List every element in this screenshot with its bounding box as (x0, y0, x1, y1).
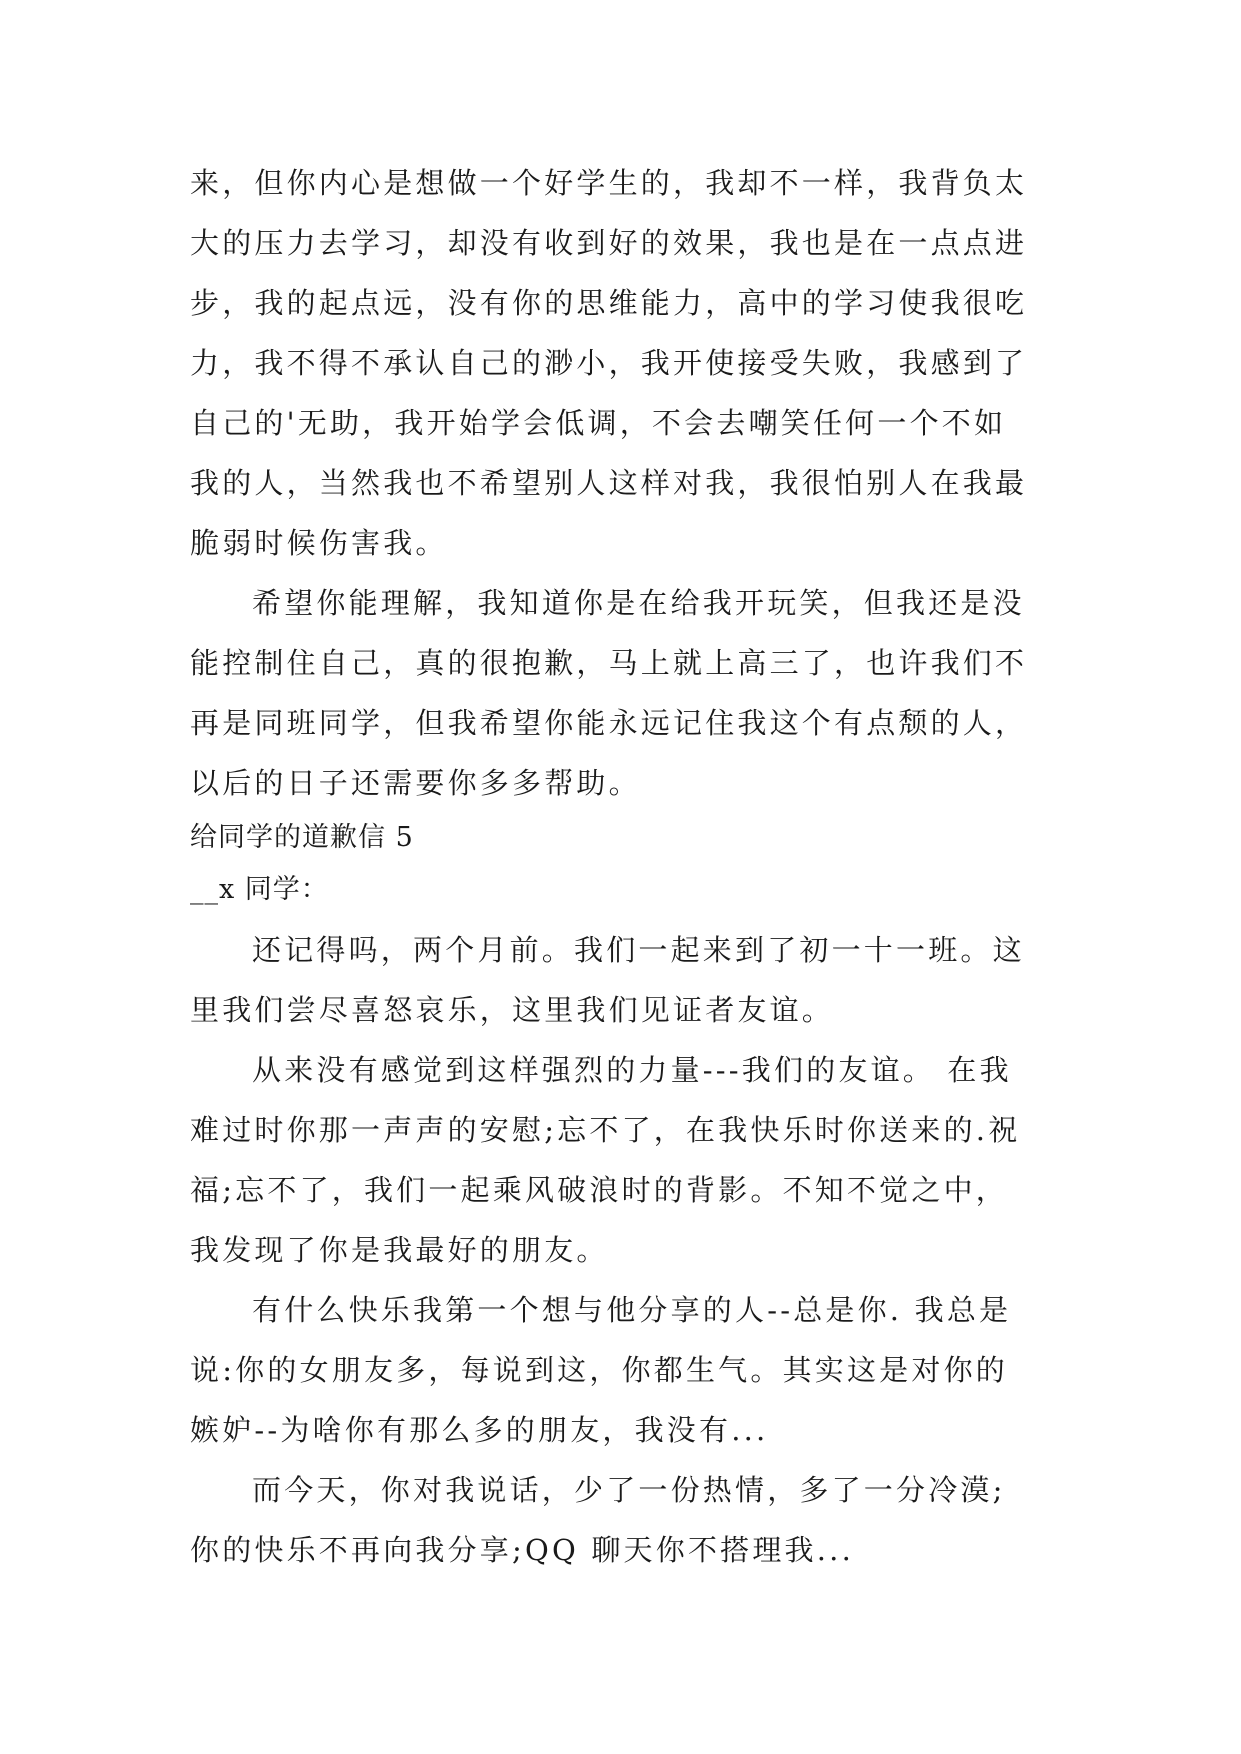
paragraph-1-line-6: 我的人，当然我也不希望别人这样对我，我很怕别人在我最 (190, 466, 1028, 500)
paragraph-4-line-3: 福;忘不了，我们一起乘风破浪时的背影。不知不觉之中， (190, 1173, 1008, 1207)
paragraph-4-line-4: 我发现了你是我最好的朋友。 (190, 1233, 609, 1267)
paragraph-2-line-2: 能控制住自己，真的很抱歉，马上就上高三了，也许我们不 (190, 646, 1028, 680)
paragraph-4-line-2: 难过时你那一声声的安慰;忘不了，在我快乐时你送来的.祝 (190, 1113, 1021, 1147)
paragraph-5-line-1: 有什么快乐我第一个想与他分享的人--总是你. 我总是 (252, 1293, 1012, 1327)
section-title: 给同学的道歉信 5 (190, 822, 414, 853)
paragraph-6-line-2: 你的快乐不再向我分享;QQ 聊天你不搭理我... (190, 1533, 854, 1567)
paragraph-1-line-2: 大的压力去学习，却没有收到好的效果，我也是在一点点进 (190, 226, 1028, 260)
paragraph-1-line-4: 力，我不得不承认自己的渺小，我开使接受失败，我感到了 (190, 346, 1028, 380)
paragraph-3-line-2: 里我们尝尽喜怒哀乐，这里我们见证者友谊。 (190, 993, 835, 1027)
paragraph-1-line-5: 自己的'无助，我开始学会低调，不会去嘲笑任何一个不如 (190, 406, 1007, 440)
paragraph-3-line-1: 还记得吗，两个月前。我们一起来到了初一十一班。这 (252, 933, 1025, 967)
salutation: __x 同学： (190, 874, 329, 905)
paragraph-4-line-1: 从来没有感觉到这样强烈的力量---我们的友谊。 在我 (252, 1053, 1012, 1087)
paragraph-1-line-7: 脆弱时候伤害我。 (190, 526, 448, 560)
paragraph-2-line-1: 希望你能理解，我知道你是在给我开玩笑，但我还是没 (252, 586, 1025, 620)
paragraph-1-line-3: 步，我的起点远，没有你的思维能力，高中的学习使我很吃 (190, 286, 1028, 320)
paragraph-1-line-1: 来，但你内心是想做一个好学生的，我却不一样，我背负太 (190, 166, 1028, 200)
paragraph-6-line-1: 而今天，你对我说话，少了一份热情，多了一分冷漠; (252, 1473, 1006, 1507)
paragraph-2-line-4: 以后的日子还需要你多多帮助。 (190, 766, 641, 800)
paragraph-5-line-3: 嫉妒--为啥你有那么多的朋友，我没有... (190, 1413, 769, 1447)
paragraph-2-line-3: 再是同班同学，但我希望你能永远记住我这个有点颓的人， (190, 706, 1028, 740)
paragraph-5-line-2: 说:你的女朋友多，每说到这，你都生气。其实这是对你的 (190, 1353, 1008, 1387)
